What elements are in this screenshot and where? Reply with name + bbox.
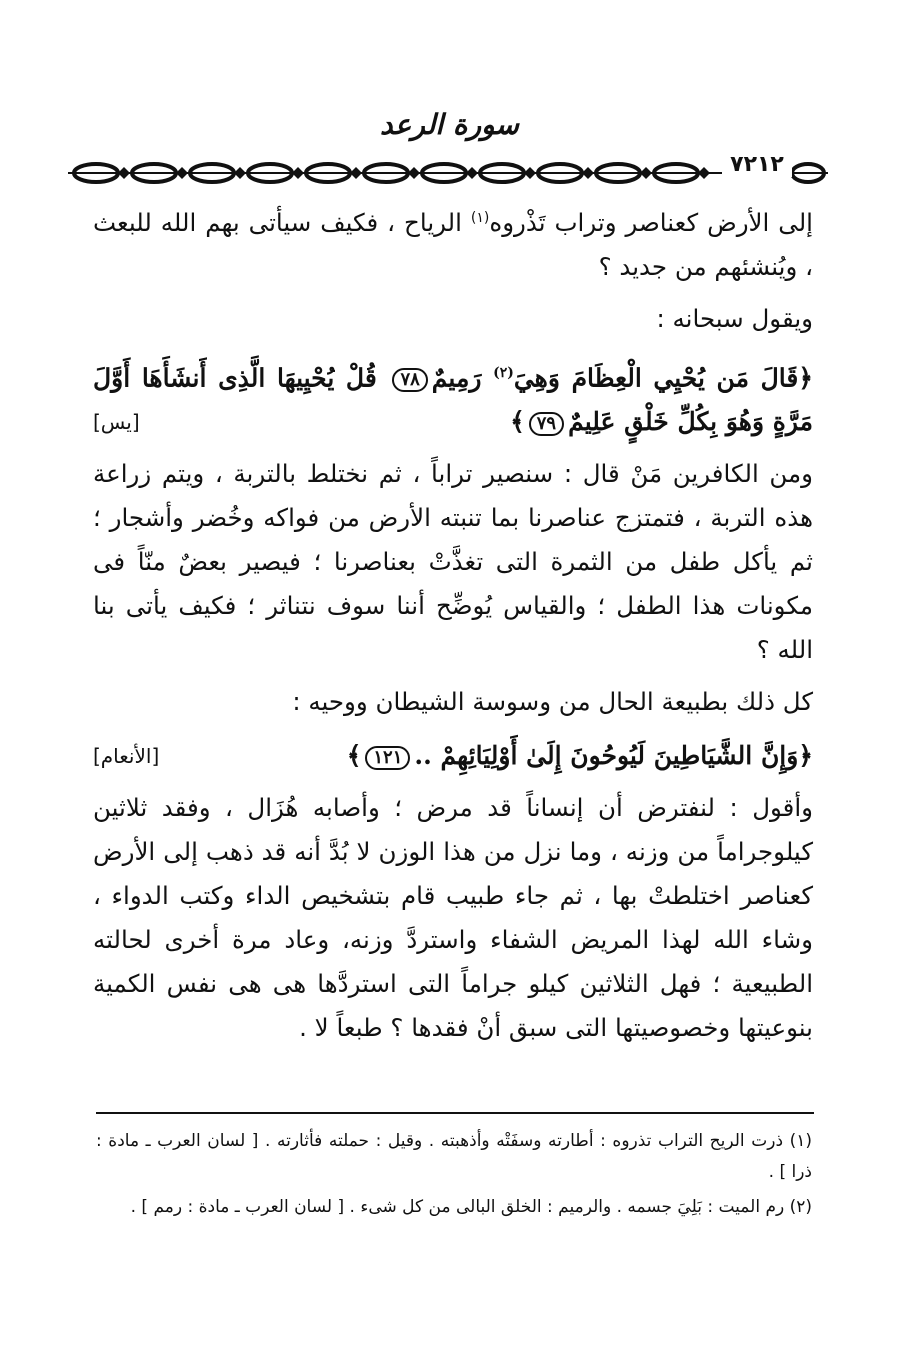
paragraph-3: ومن الكافرين مَنْ قال : سنصير تراباً ، ثم نختلط بالتربة ، ويتم زراعة هذه التربة ، فتمتزج عناصرنا بما تنبته الأرض من فواكه وخُضر وأشجار ؛ ثم يأكل طفل من الثمرة التى تغذَّتْ بعناصرنا ؛ فيصير بعضٌ منّاً فى مكونات هذا الطفل ؛ والقياس يُوضِّح أننا سوف نتناثر ؛ فكيف يأتى بنا الله ؟ (93, 459, 813, 665)
verse-number-78: ٧٨ (392, 368, 427, 392)
footnote-1: (١) ذرت الريح التراب تذروه : أطارته وسفَتْه وأذهبته . وقيل : حملته فأثارته . [ لسان العرب ـ مادة : ذرا ] . (96, 1131, 812, 1182)
quran-verse-anam: ﴿وَإِنَّ الشَّيَاطِينَ لَيُوحُونَ إِلَىٰ أَوْلِيَائِهِمْ ..١٢١﴾ [الأنعام] (93, 734, 813, 778)
ornament-chain-icon (68, 150, 828, 196)
footnote-ref-1: (١) (470, 210, 490, 226)
footnotes (96, 1126, 812, 1227)
footnote-ref-2: (٢) (493, 365, 514, 382)
verse-close-bracket: ﴾ (346, 741, 362, 771)
footnote-divider (96, 1112, 814, 1114)
main-text (93, 196, 813, 1050)
footnote-2: (٢) رم الميت : بَلِيَ جسمه . والرميم : الخلق البالى من كل شىء . [ لسان العرب ـ مادة : رمم ] . (130, 1197, 812, 1217)
paragraph-2: ويقول سبحانه : (656, 304, 813, 334)
verse-number-121: ١٢١ (365, 746, 410, 770)
page-number: ٧٢١٢ (722, 152, 792, 177)
verse-open-bracket: ﴿ (798, 741, 813, 771)
verse-close-bracket: ﴾ (510, 407, 525, 437)
verse-open-bracket: ﴿ (798, 363, 813, 393)
surah-reference-yasin: [يس] (93, 410, 140, 435)
paragraph-5: وأقول : لنفترض أن إنساناً قد مرض ؛ وأصابه هُزَال ، وفقد ثلاثين كيلوجراماً من وزنه ، وما نزل من هذا الوزن لا بُدَّ أنه قد ذهب إلى الأرض كعناصر اختلطتْ بها ، ثم جاء طبيب قام بتشخيص الداء وكتب الدواء ، وشاء الله لهذا المريض الشفاء واستردَّ وزنه، وعاد مرة أخرى لحالته الطبيعية ؛ فهل الثلاثين كيلو جراماً التى استردَّها هى هى نفس الكمية بنوعيتها وخصوصيتها التى سبق أنْ فقدها ؟ طبعاً لا . (93, 793, 813, 1043)
paragraph-1: إلى الأرض كعناصر وتراب تَذْروه$^{(١)}$ الرياح ، فكيف سيأتى بهم الله للبعث ، ويُنشئهم من جديد ؟ (93, 208, 813, 282)
verse-number-79: ٧٩ (529, 412, 564, 436)
quran-verse-yasin: ﴿قَالَ مَن يُحْيِي الْعِظَامَ وَهِيَ$^{(٢)}$ رَمِيمٌ٧٨ قُلْ يُحْيِيهَا الَّذِى أَنشَأَهَا أَوَّلَ مَرَّةٍ وَهُوَ بِكُلِّ خَلْقٍ عَلِيمٌ٧٩﴾ [يس] (93, 351, 813, 444)
surah-title: سورة الرعد (379, 108, 520, 141)
paragraph-4: كل ذلك بطبيعة الحال من وسوسة الشيطان ووحيه : (292, 687, 813, 717)
ornamental-header-band (68, 150, 828, 196)
surah-reference-anam: [الأنعام] (93, 744, 160, 769)
